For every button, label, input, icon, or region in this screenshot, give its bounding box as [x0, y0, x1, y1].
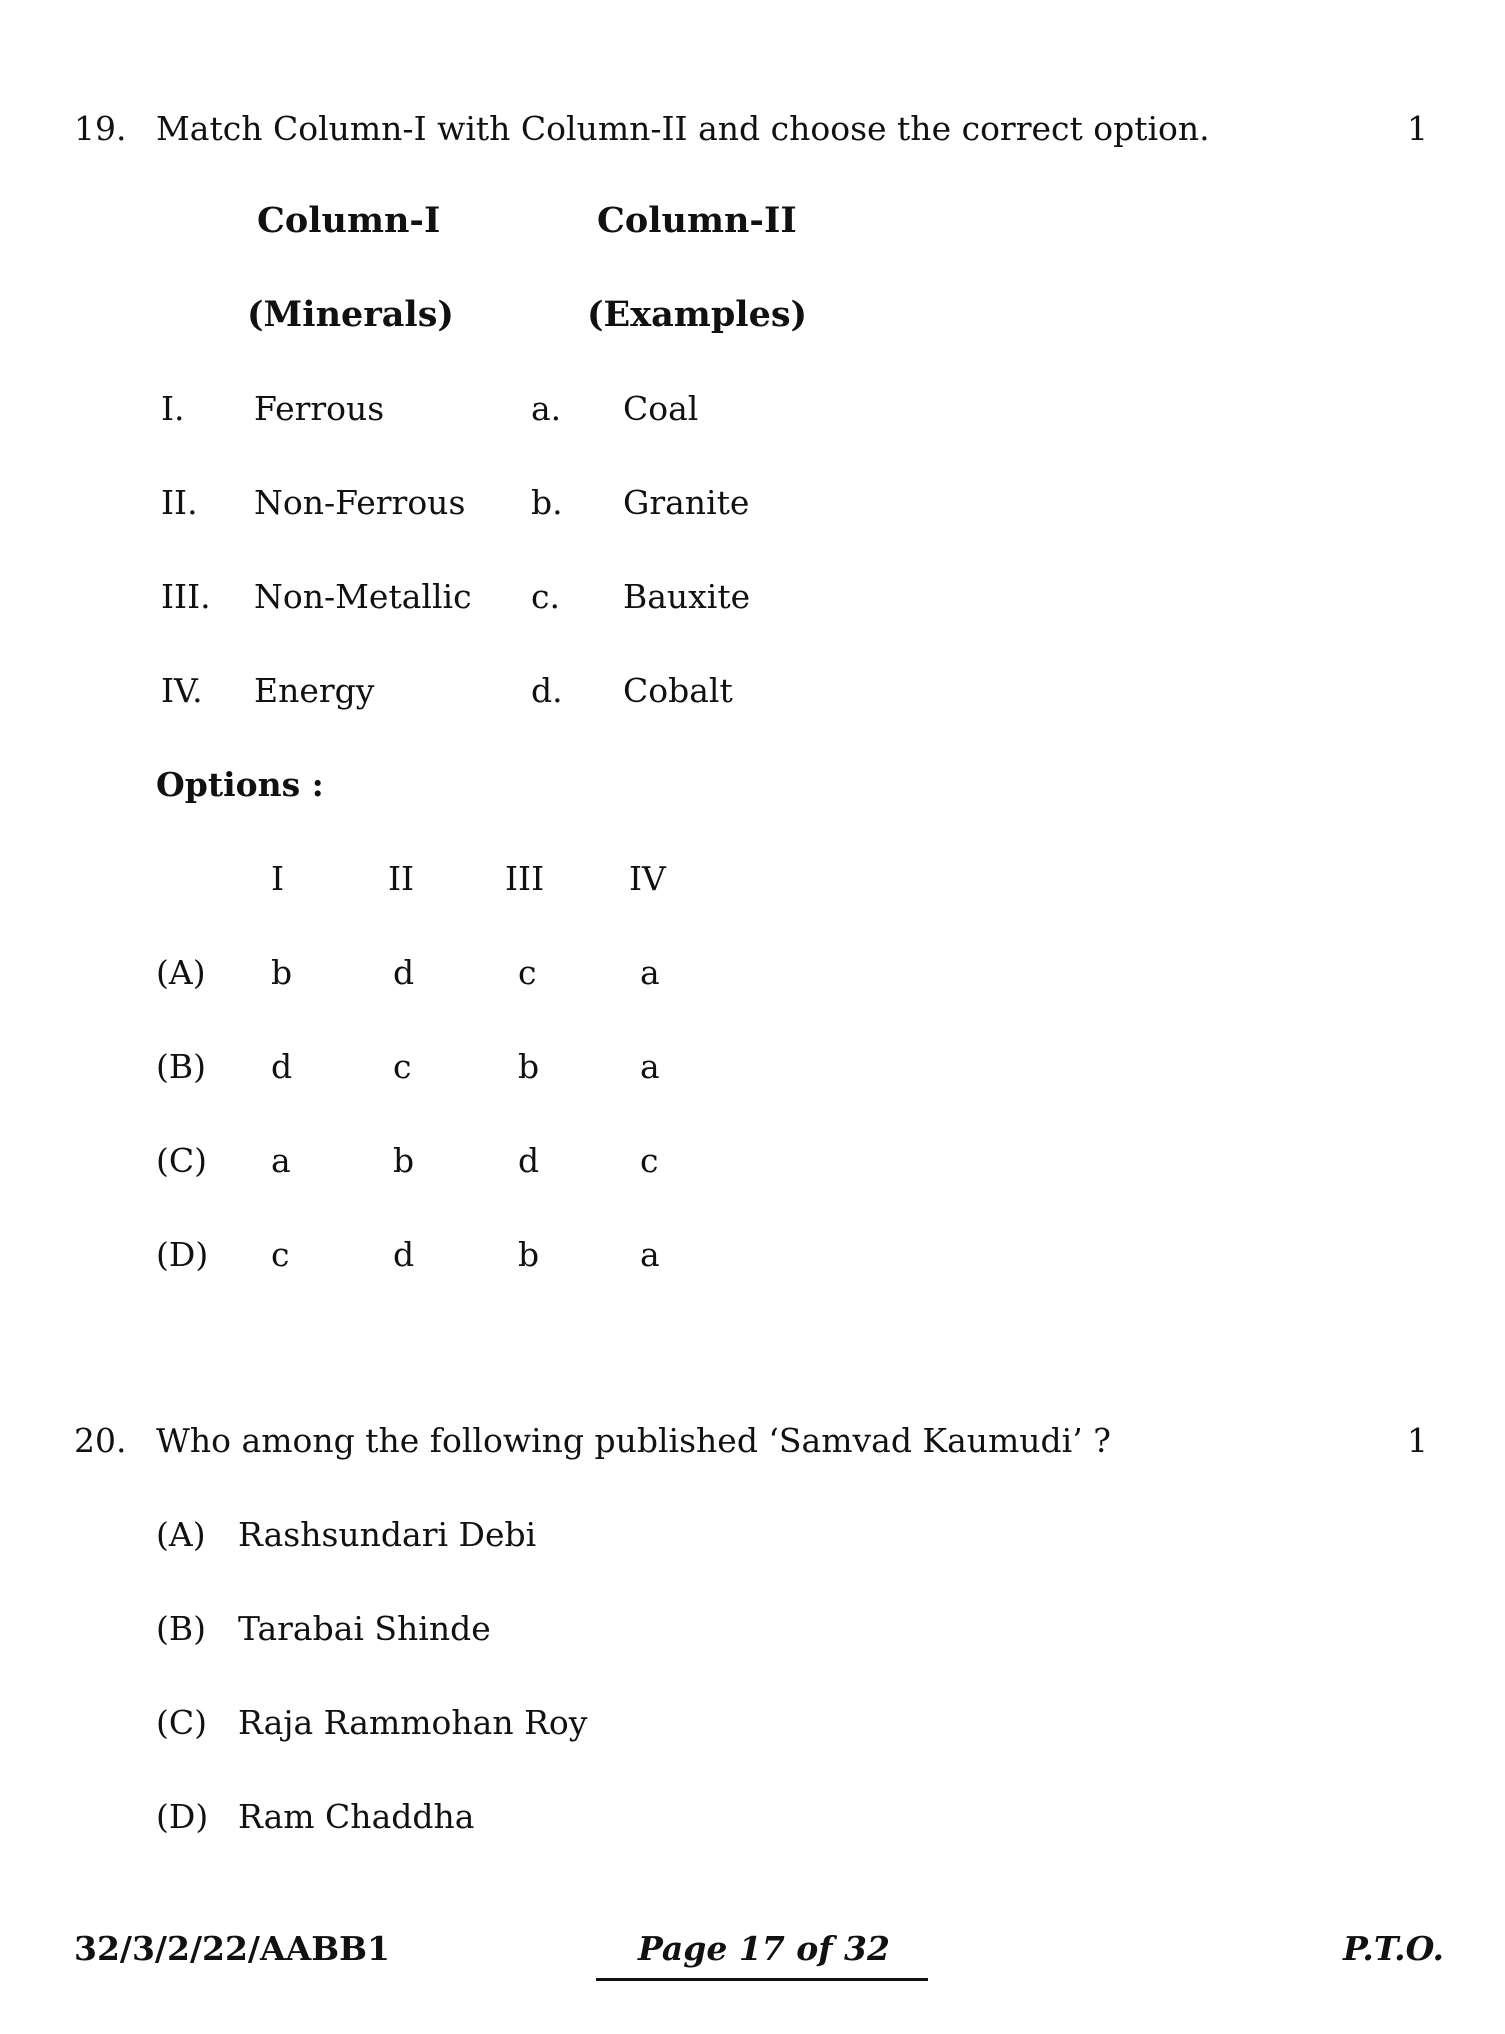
- row-right-item: Cobalt: [623, 671, 733, 710]
- page-number-underline: [596, 1978, 928, 1981]
- option-label: (C): [156, 1703, 207, 1742]
- row-left-item: Ferrous: [254, 389, 385, 428]
- option-cell: d: [271, 1047, 293, 1086]
- row-letter: b.: [531, 483, 563, 522]
- question-number: 19.: [74, 109, 127, 148]
- option-cell: a: [271, 1141, 291, 1180]
- option-label: (B): [156, 1609, 206, 1648]
- option-label: (D): [156, 1235, 209, 1274]
- column-2-heading: Column-II: [597, 200, 797, 241]
- row-left-item: Non-Metallic: [254, 577, 472, 616]
- option-text: Ram Chaddha: [238, 1797, 475, 1836]
- option-cell: c: [271, 1235, 290, 1274]
- option-text: Raja Rammohan Roy: [238, 1703, 588, 1742]
- option-cell: b: [271, 953, 293, 992]
- option-cell: c: [393, 1047, 412, 1086]
- question-text: Who among the following published ‘Samvad Kaumudi’ ?: [156, 1421, 1111, 1460]
- options-header-cell: I: [271, 859, 285, 898]
- question-text: Match Column-I with Column-II and choose the correct option.: [156, 109, 1210, 148]
- option-cell: c: [640, 1141, 659, 1180]
- option-label: (A): [156, 953, 206, 992]
- option-cell: a: [640, 953, 660, 992]
- option-text: Tarabai Shinde: [238, 1609, 491, 1648]
- option-cell: a: [640, 1047, 660, 1086]
- row-roman: III.: [161, 577, 211, 616]
- paper-code: 32/3/2/22/AABB1: [74, 1929, 390, 1968]
- option-cell: c: [518, 953, 537, 992]
- option-cell: b: [393, 1141, 415, 1180]
- row-letter: a.: [531, 389, 562, 428]
- option-label: (A): [156, 1515, 206, 1554]
- page-number: Page 17 of 32: [638, 1929, 890, 1968]
- question-marks: 1: [1407, 109, 1428, 148]
- option-cell: b: [518, 1047, 540, 1086]
- option-cell: d: [393, 1235, 415, 1274]
- column-1-subheading: (Minerals): [247, 294, 454, 335]
- option-label: (C): [156, 1141, 207, 1180]
- row-roman: I.: [161, 389, 185, 428]
- column-1-heading: Column-I: [257, 200, 441, 241]
- row-right-item: Granite: [623, 483, 750, 522]
- options-label: Options :: [156, 765, 324, 804]
- row-right-item: Coal: [623, 389, 699, 428]
- row-roman: IV.: [161, 671, 203, 710]
- option-label: (D): [156, 1797, 209, 1836]
- column-2-subheading: (Examples): [587, 294, 808, 335]
- options-header-cell: II: [388, 859, 415, 898]
- option-label: (B): [156, 1047, 206, 1086]
- question-marks: 1: [1407, 1421, 1428, 1460]
- pto-label: P.T.O.: [1343, 1929, 1444, 1968]
- option-cell: d: [518, 1141, 540, 1180]
- row-right-item: Bauxite: [623, 577, 751, 616]
- row-letter: c.: [531, 577, 560, 616]
- options-header-cell: IV: [629, 859, 666, 898]
- row-roman: II.: [161, 483, 198, 522]
- option-cell: b: [518, 1235, 540, 1274]
- option-cell: d: [393, 953, 415, 992]
- row-left-item: Energy: [254, 671, 375, 710]
- options-header-cell: III: [505, 859, 545, 898]
- row-letter: d.: [531, 671, 563, 710]
- row-left-item: Non-Ferrous: [254, 483, 466, 522]
- option-text: Rashsundari Debi: [238, 1515, 537, 1554]
- question-number: 20.: [74, 1421, 127, 1460]
- option-cell: a: [640, 1235, 660, 1274]
